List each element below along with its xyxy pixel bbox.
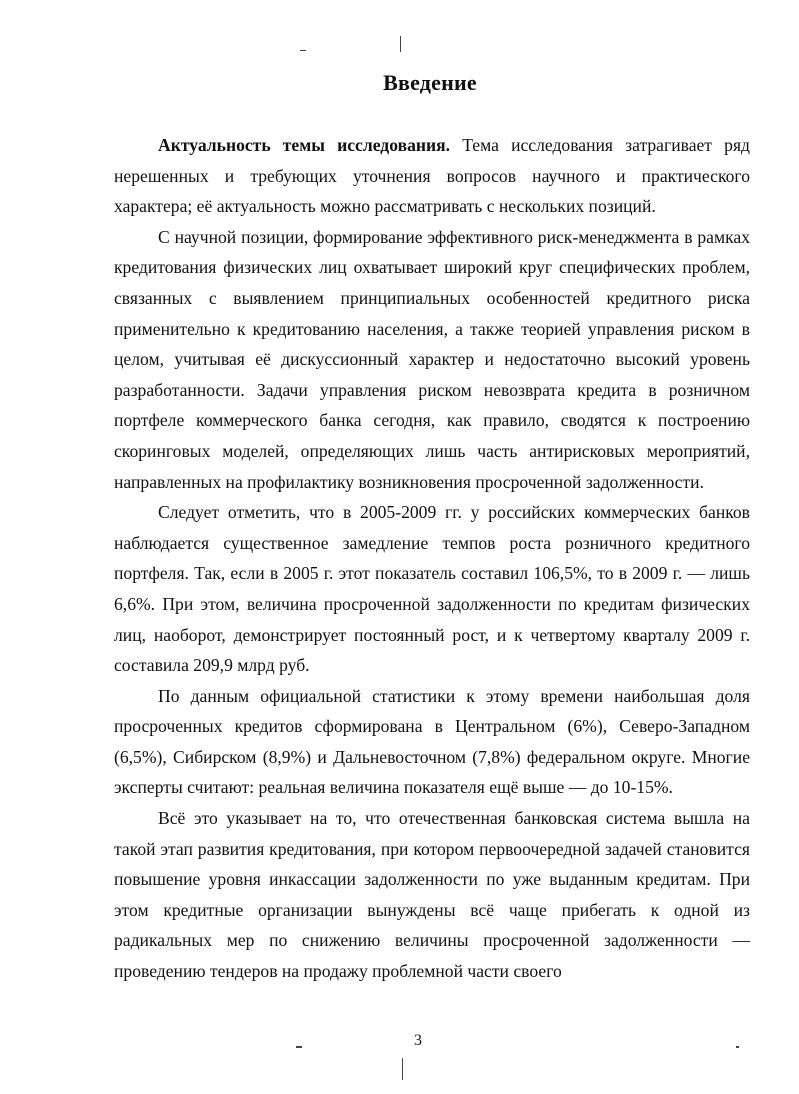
page-title: Введение bbox=[383, 70, 477, 95]
paragraph-lead: Актуальность темы исследования. bbox=[158, 135, 451, 155]
document-body bbox=[114, 130, 750, 987]
scan-artifact bbox=[402, 1058, 403, 1080]
paragraph-banking-system: Всё это указывает на то, что отечественная банковская система вышла на такой этап развития кредитования, при котором первоочередной задачей становится повышение уровня инкассации задолженности по уже выданным кредитам. При этом кредитные организации вынуждены всё чаще прибегать к одной из радикальных мер по снижению величины просроченной задолженности — проведению тендеров на продажу проблемной части своего bbox=[114, 808, 750, 982]
paragraph-text: Тема исследования затрагивает ряд нерешенных и требующих уточнения вопросов научного и практического характера; её актуальность можно рассматривать с нескольких позиций. bbox=[114, 135, 750, 217]
scan-artifact bbox=[400, 36, 401, 52]
paragraph-scientific-position: С научной позиции, формирование эффективного риск-менеджмента в рамках кредитования физических лиц охватывает широкий круг специфических проблем, связанных с выявлением принципиальных особенностей кредитного риска применительно к кредитованию населения, а также теорией управления риском в целом, учитывая её дискуссионный характер и недостаточно высокий уровень разработанности. Задачи управления риском невозврата кредита в розничном портфеле коммерческого банка сегодня, как правило, сводятся к построению скоринговых моделей, определяющих лишь часть антирисковых мероприятий, направленных на профилактику возникновения просроченной задолженности. bbox=[114, 226, 750, 492]
page-number: 3 bbox=[414, 1032, 422, 1049]
paragraph-statistics: По данным официальной статистики к этому времени наибольшая доля просроченных кредитов сформирована в Центральном (6%), Северо-Западном (6,5%), Сибирском (8,9%) и Дальневосточном (7,8%) федеральном округе. Многие эксперты считают: реальная величина показателя ещё выше — до 10-15%. bbox=[114, 685, 750, 798]
scan-artifact bbox=[296, 1046, 302, 1048]
paragraph-relevance bbox=[114, 130, 750, 222]
paragraph-portfolio-growth: Следует отметить, что в 2005-2009 гг. у российских коммерческих банков наблюдается существенное замедление темпов роста розничного кредитного портфеля. Так, если в 2005 г. этот показатель составил 106,5%, то в 2009 г. — лишь 6,6%. При этом, величина просроченной задолженности по кредитам физических лиц, наоборот, демонстрирует постоянный рост, и к четвертому кварталу 2009 г. составила 209,9 млрд руб. bbox=[114, 502, 750, 676]
scan-artifact bbox=[736, 1046, 739, 1048]
scan-artifact bbox=[300, 50, 306, 51]
